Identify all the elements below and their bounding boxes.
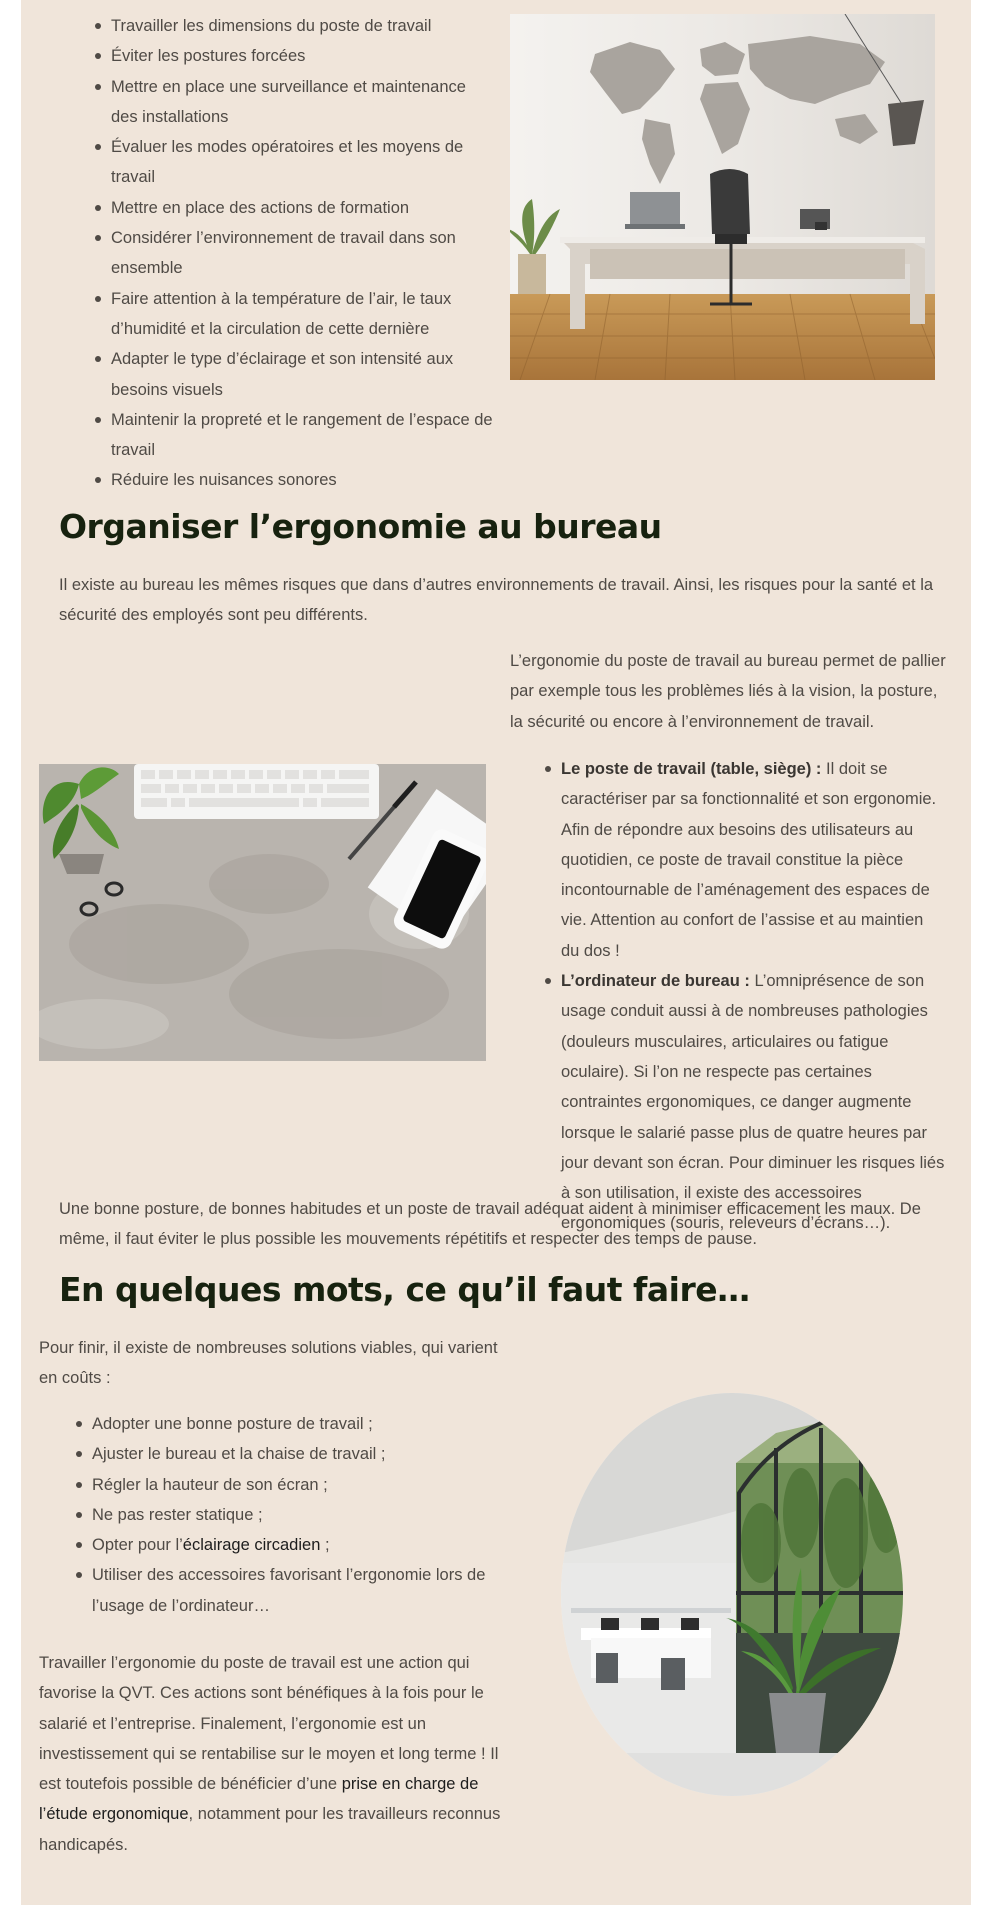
list-item: Considérer l’environnement de travail dans son ensemble (95, 223, 495, 284)
list-item: Adapter le type d’éclairage et son intensité aux besoins visuels (95, 344, 495, 405)
ergonomic-study-funding-link[interactable]: prise en charge de l’étude ergonomique (39, 1775, 479, 1824)
list-item: Ajuster le bureau et la chaise de travail ; (76, 1439, 486, 1469)
open-office-illustration (561, 1393, 903, 1796)
desk-flatlay-illustration (39, 764, 486, 1061)
closing-text-end: , notamment pour les travailleurs reconnus handicapés. (39, 1805, 501, 1854)
office-desk-image (510, 14, 935, 380)
item-text: L’omniprésence de son usage conduit aussi à de nombreuses pathologies (douleurs musculaires, articulaires ou fatigue oculaire). Si l’on ne respecte pas certaines contraintes ergonomiques, ce danger augmente lorsque le salarié passe plus de quatre heures par jour devant son écran. Pour diminuer les risques liés à son utilisation, il existe des accessoires ergonomiques (souris, releveurs d’écrans…). (561, 972, 945, 1233)
keyboard (134, 764, 379, 819)
article-content (21, 0, 971, 1905)
circadian-lighting-link[interactable]: éclairage circadien (182, 1536, 321, 1555)
list-item: Adopter une bonne posture de travail ; (76, 1409, 486, 1439)
desk-flatlay-image (39, 764, 486, 1061)
open-office-image (561, 1393, 903, 1796)
recommendations-list (76, 1409, 486, 1621)
section-outro: Une bonne posture, de bonnes habitudes et un poste de travail adéquat aident à minimiser efficacement les maux. De même, il faut éviter le plus possible les mouvements répétitifs et respecter des temps de pause. (59, 1200, 921, 1249)
item-label: Le poste de travail (table, siège) : (561, 760, 822, 778)
section-intro: Il existe au bureau les mêmes risques que dans d’autres environnements de travail. Ainsi, les risques pour la santé et la sécurité des employés sont peu différents. (59, 576, 934, 625)
section-paragraph: L’ergonomie du poste de travail au bureau permet de pallier par exemple tous les problèmes liés à la vision, la posture, la sécurité ou encore à l’environnement de travail. (510, 652, 946, 731)
item-label: L’ordinateur de bureau : (561, 972, 750, 991)
item-text: Opter pour l’ (92, 1536, 183, 1555)
list-item: Mettre en place des actions de formation (95, 193, 495, 223)
list-item: Évaluer les modes opératoires et les moyens de travail (95, 132, 495, 193)
list-item (76, 1530, 486, 1560)
list-item: Ne pas rester statique ; (76, 1500, 486, 1530)
item-text: ; (320, 1536, 330, 1555)
list-item-workstation (545, 754, 945, 966)
list-item: Travailler les dimensions du poste de travail (95, 11, 495, 41)
list-item: Régler la hauteur de son écran ; (76, 1470, 486, 1500)
list-item: Éviter les postures forcées (95, 41, 495, 71)
list-item: Mettre en place une surveillance et maintenance des installations (95, 72, 495, 133)
list-item: Faire attention à la température de l’air, le taux d’humidité et la circulation de cette dernière (95, 284, 495, 345)
section-title-office-ergonomics: Organiser l’ergonomie au bureau (59, 507, 662, 546)
closing-paragraph (39, 1648, 509, 1860)
office-desk-illustration (510, 14, 935, 380)
list-item: Maintenir la propreté et le rangement de l’espace de travail (95, 405, 495, 466)
closing-text: Travailler l’ergonomie du poste de travail est une action qui favorise la QVT. Ces actions sont bénéfiques à la fois pour le salarié et l’entreprise. Finalement, l’ergonomie est un investissement qui se rentabilise sur le moyen et long terme ! Il est toutefois possible de bénéficier d’une (39, 1654, 499, 1794)
section-title-summary: En quelques mots, ce qu’il faut faire… (59, 1270, 750, 1309)
list-item: Réduire les nuisances sonores (95, 465, 495, 495)
section-intro: Pour finir, il existe de nombreuses solutions viables, qui varient en coûts : (39, 1339, 498, 1388)
office-elements-list (545, 754, 945, 1239)
item-text: Il doit se caractériser par sa fonctionnalité et son ergonomie. Afin de répondre aux besoins des utilisateurs au quotidien, ce poste de travail constitue la pièce incontournable de l’aménagement des espaces de vie. Attention au confort de l’assise et au maintien du dos ! (561, 760, 937, 960)
list-item: Utiliser des accessoires favorisant l’ergonomie lors de l’usage de l’ordinateur… (76, 1560, 486, 1621)
ergonomics-tips-list (95, 11, 495, 496)
